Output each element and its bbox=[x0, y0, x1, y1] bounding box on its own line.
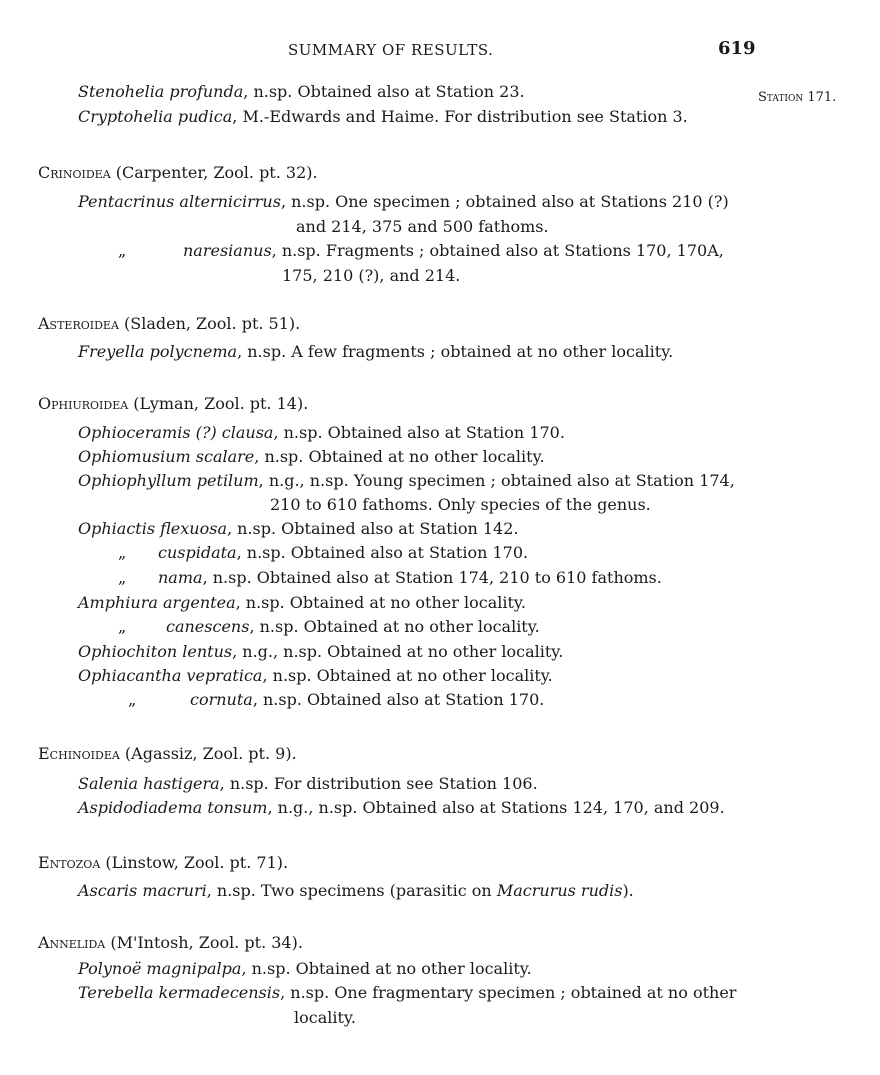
entry-line: Salenia hastigera, n.sp. For distribution see Station 106. bbox=[78, 774, 538, 793]
entry-line: cornuta, n.sp. Obtained also at Station 170. bbox=[190, 690, 545, 709]
entry-line: Aspidodiadema tonsum, n.g., n.sp. Obtained also at Stations 124, 170, and 209. bbox=[78, 798, 725, 817]
entry-line: naresianus, n.sp. Fragments ; obtained also at Stations 170, 170A, bbox=[183, 241, 724, 260]
section-heading: Asteroidea (Sladen, Zool. pt. 51). bbox=[38, 314, 301, 333]
entry-line: Ophiochiton lentus, n.g., n.sp. Obtained at no other locality. bbox=[78, 642, 564, 661]
section-heading: Crinoidea (Carpenter, Zool. pt. 32). bbox=[38, 163, 318, 182]
ditto-mark: „ bbox=[118, 241, 127, 260]
section-heading: Entozoa (Linstow, Zool. pt. 71). bbox=[38, 853, 289, 872]
entry-line: Ophioceramis (?) clausa, n.sp. Obtained also at Station 170. bbox=[78, 423, 565, 442]
entry-line: Ophiophyllum petilum, n.g., n.sp. Young specimen ; obtained also at Station 174, bbox=[78, 471, 735, 490]
page-number: 619 bbox=[718, 38, 756, 59]
entry-line: canescens, n.sp. Obtained at no other locality. bbox=[166, 617, 540, 636]
section-heading: Echinoidea (Agassiz, Zool. pt. 9). bbox=[38, 744, 297, 763]
entry-continuation: 210 to 610 fathoms. Only species of the genus. bbox=[270, 495, 651, 514]
entry-line: Ophiacantha vepratica, n.sp. Obtained at no other locality. bbox=[78, 666, 553, 685]
entry-line: Pentacrinus alternicirrus, n.sp. One specimen ; obtained also at Stations 210 (?) bbox=[78, 192, 729, 211]
entry-line: Ophiactis flexuosa, n.sp. Obtained also at Station 142. bbox=[78, 519, 519, 538]
entry-line: Polynoë magnipalpa, n.sp. Obtained at no other locality. bbox=[78, 959, 532, 978]
ditto-mark: „ bbox=[118, 543, 127, 562]
ditto-mark: „ bbox=[118, 617, 127, 636]
section-heading: Annelida (M'Intosh, Zool. pt. 34). bbox=[38, 933, 303, 952]
ditto-mark: „ bbox=[118, 568, 127, 587]
entry-line: Ophiomusium scalare, n.sp. Obtained at no other locality. bbox=[78, 447, 545, 466]
entry-line: cuspidata, n.sp. Obtained also at Station 170. bbox=[158, 543, 529, 562]
entry-continuation: and 214, 375 and 500 fathoms. bbox=[296, 217, 549, 236]
entry-line: nama, n.sp. Obtained also at Station 174, 210 to 610 fathoms. bbox=[158, 568, 662, 587]
entry-line: Stenohelia profunda, n.sp. Obtained also at Station 23. bbox=[78, 82, 525, 101]
entry-line: Amphiura argentea, n.sp. Obtained at no other locality. bbox=[78, 593, 526, 612]
entry-continuation: 175, 210 (?), and 214. bbox=[282, 266, 461, 285]
entry-line: Terebella kermadecensis, n.sp. One fragmentary specimen ; obtained at no other bbox=[78, 983, 737, 1002]
entry-line: Cryptohelia pudica, M.-Edwards and Haime. For distribution see Station 3. bbox=[78, 107, 688, 126]
entry-line: Freyella polycnema, n.sp. A few fragments ; obtained at no other locality. bbox=[78, 342, 674, 361]
running-head: SUMMARY OF RESULTS. bbox=[288, 41, 494, 59]
section-heading: Ophiuroidea (Lyman, Zool. pt. 14). bbox=[38, 394, 309, 413]
entry-continuation: locality. bbox=[294, 1008, 356, 1027]
margin-note-station: Station 171. bbox=[758, 90, 837, 105]
ditto-mark: „ bbox=[128, 690, 137, 709]
entry-line: Ascaris macruri, n.sp. Two specimens (parasitic on Macrurus rudis). bbox=[78, 881, 634, 900]
